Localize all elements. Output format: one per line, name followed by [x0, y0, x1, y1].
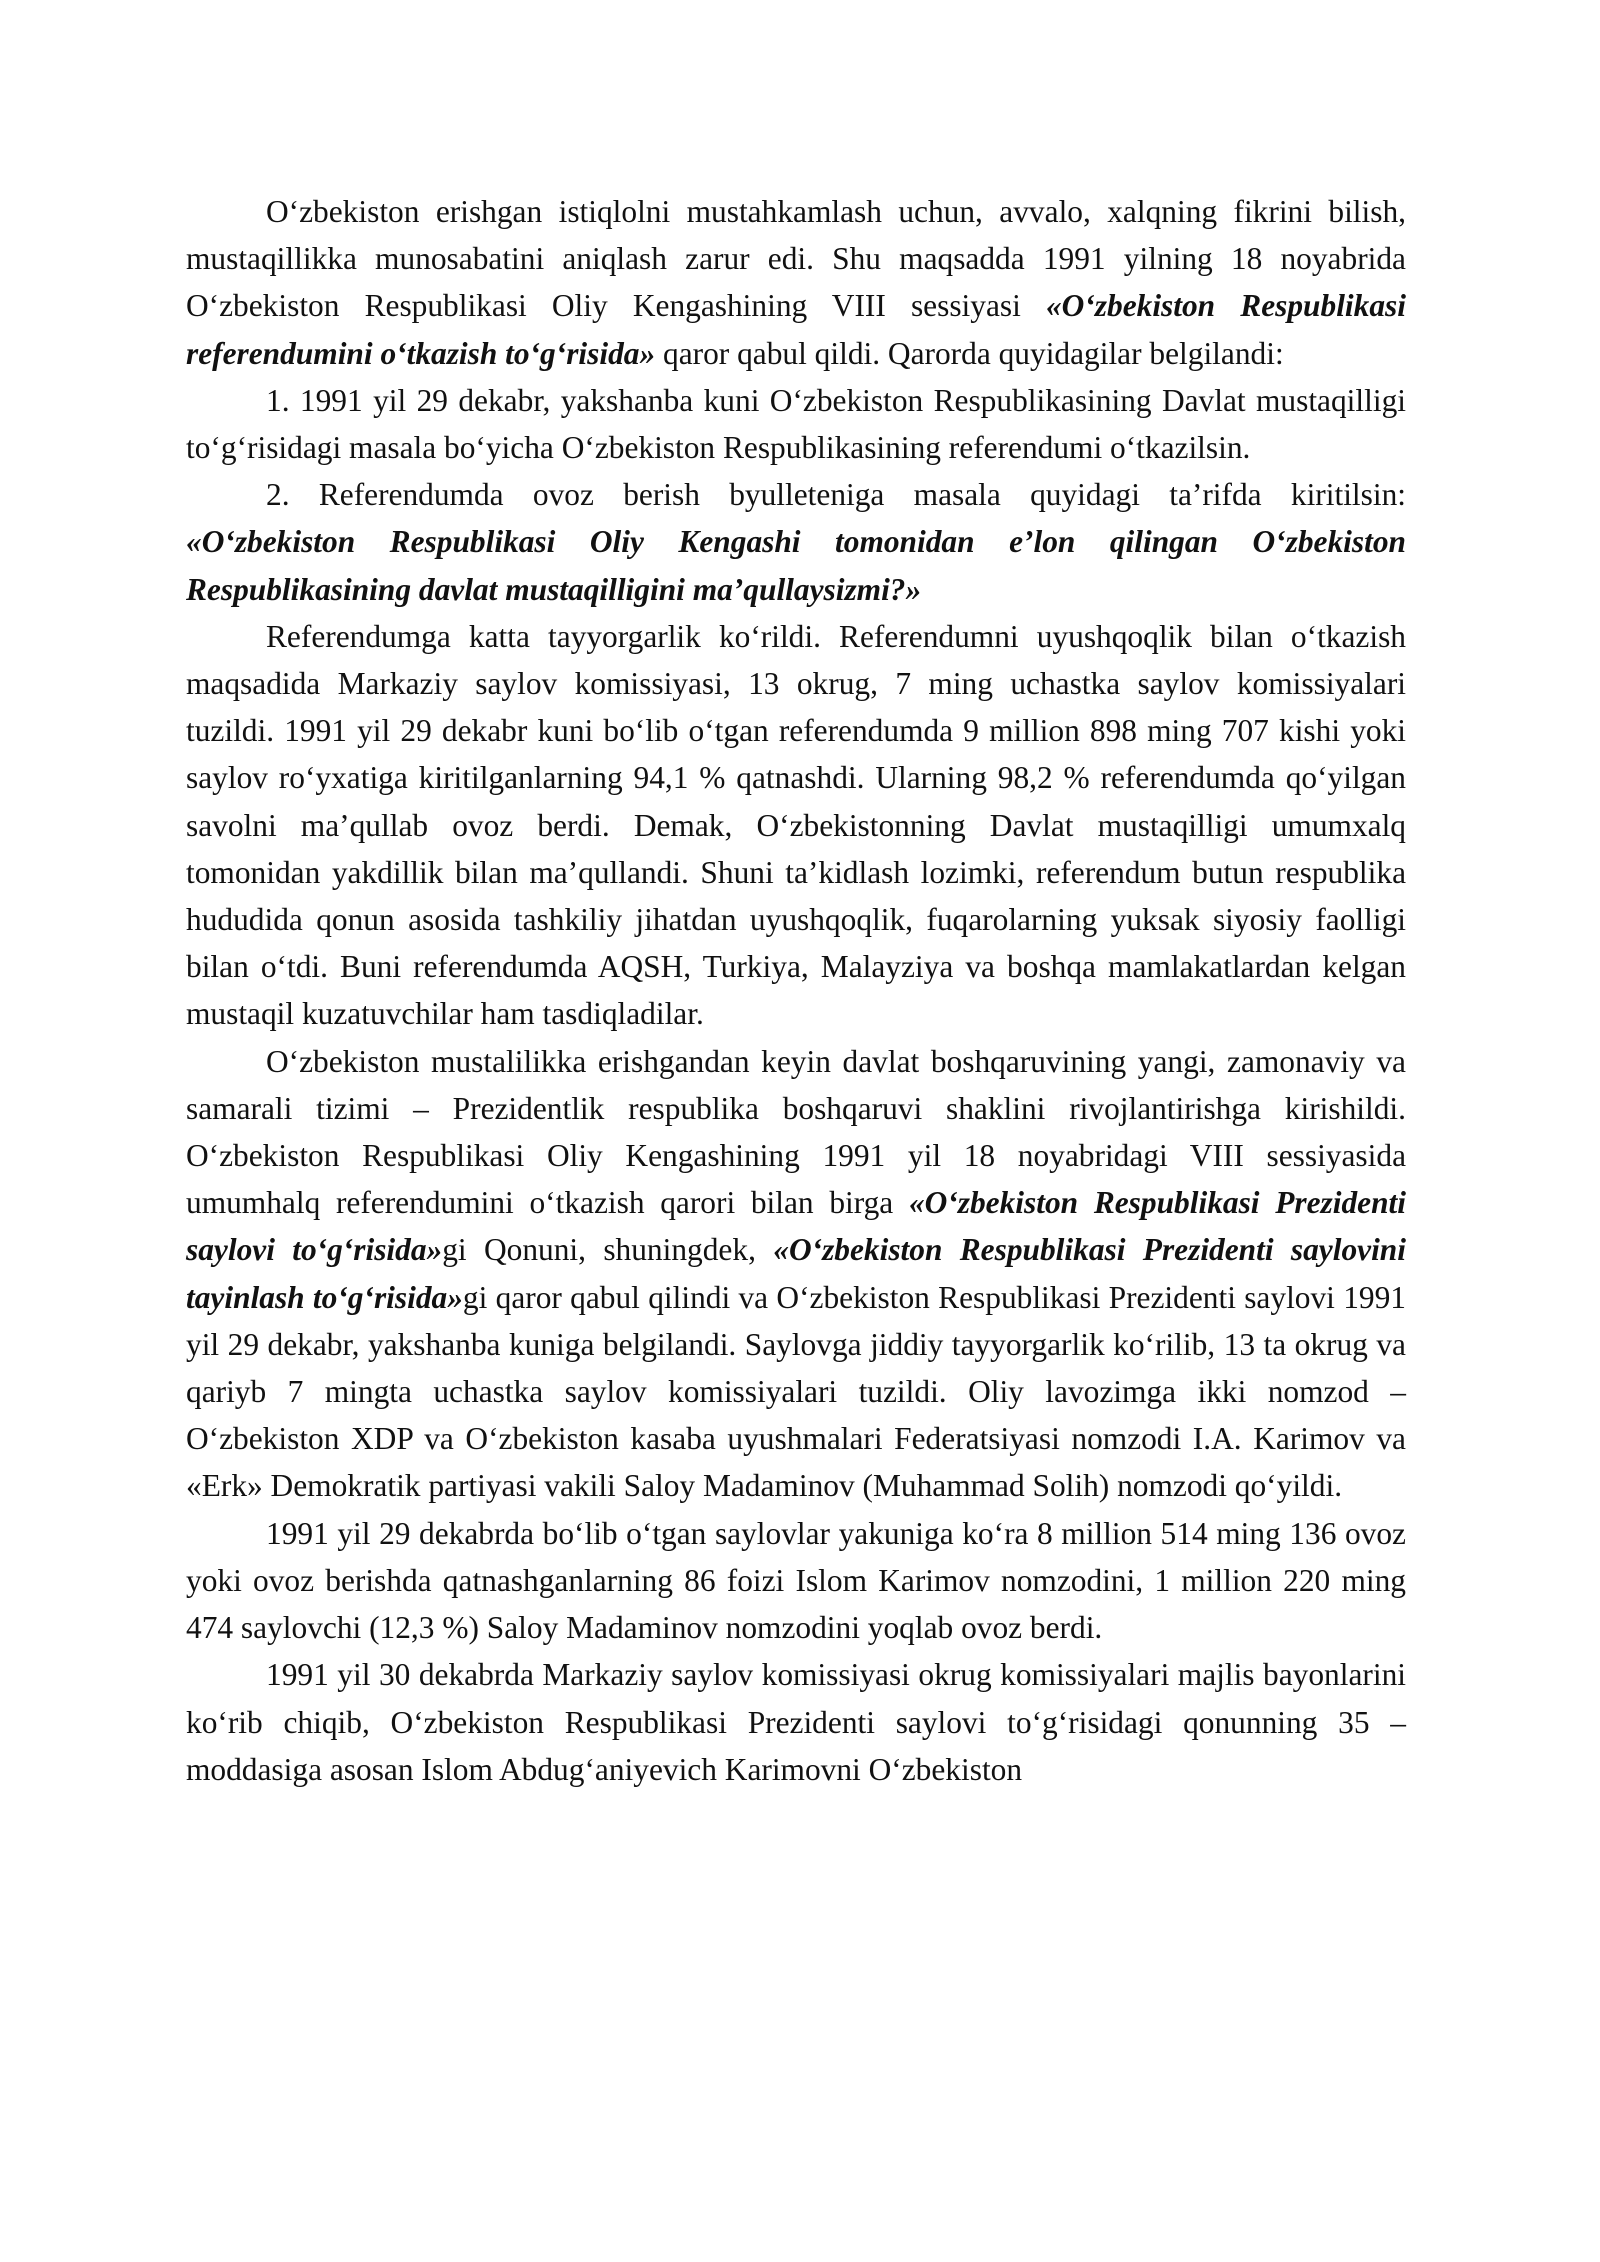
ballot-question: «O‘zbekiston Respublikasi Oliy Kengashi tomonidan e’lon qilingan O‘zbekiston Respublikasining davlat mustaqilligini ma’qullaysizmi?»: [186, 524, 1406, 607]
paragraph-text: O‘zbekiston erishgan istiqlolni mustahkamlash uchun, avvalo, xalqning fikrini bilish, mustaqillikka munosabatini aniqlash zarur edi. Shu maqsadda 1991 yilning 18 noyabrida O‘zbekiston Respublikasi Oliy Kengashining VIII sessiyasi: [186, 194, 1406, 324]
paragraph-referendum-results: Referendumga katta tayyorgarlik ko‘rildi. Referendumni uyushqoqlik bilan o‘tkazish maqsadida Markaziy saylov komissiyasi, 13 okrug, 7 ming uchastka saylov komissiyalari tuzildi. 1991 yil 29 dekabr kuni bo‘lib o‘tgan referendumda 9 million 898 ming 707 kishi yoki saylov ro‘yxatiga kiritilganlarning 94,1 % qatnashdi. Ularning 98,2 % referendumda qo‘yilgan savolni ma’qullab ovoz berdi. Demak, O‘zbekistonning Davlat mustaqilligi umumxalq tomonidan yakdillik bilan ma’qullandi. Shuni ta’kidlash lozimki, referendum butun respublika hududida qonun asosida tashkiliy jihatdan uyushqoqlik, fuqarolarning yuksak siyosiy faolligi bilan o‘tdi. Buni referendumda AQSH, Turkiya, Malayziya va boshqa mamlakatlardan kelgan mustaqil kuzatuvchilar ham tasdiqladilar.: [186, 618, 1406, 1032]
law-title: «O‘zbekiston Respublikasi Prezidenti saylovi to‘g‘risida»: [186, 1185, 1407, 1268]
paragraph-text: gi qaror qabul qilindi va O‘zbekiston Respublikasi Prezidenti saylovi 1991 yil 29 dekabr, yakshanba kuniga belgilandi. Saylovga jiddiy tayyorgarlik ko‘rilib, 13 ta okrug va qariyb 7 mingta uchastka saylov komissiyalari tuzildi. Oliy lavozimga ikki nomzod – O‘zbekiston XDP va O‘zbekiston kasaba uyushmalari Federatsiyasi nomzodi I.A. Karimov va «Erk» Demokratik partiyasi vakili Saloy Madaminov (Muhammad Solih) nomzodi qo‘yildi.: [186, 1279, 1406, 1504]
paragraph-text: gi Qonuni, shuningdek,: [442, 1232, 774, 1268]
list-item-text: 2. Referendumda ovoz berish byulleteniga masala quyidagi ta’rifda kiritilsin:: [266, 477, 1406, 513]
resolution-title: «O‘zbekiston Respublikasi Prezidenti saylovini tayinlash to‘g‘risida»: [186, 1232, 1406, 1315]
list-item-2: [186, 471, 1406, 613]
paragraph-text: O‘zbekiston mustalilikka erishgandan keyin davlat boshqaruvining yangi, zamonaviy va samarali tizimi – Prezidentlik respublika boshqaruvi shaklini rivojlantirishga kirishildi. O‘zbekiston Respublikasi Oliy Kengashining 1991 yil 18 noyabridagi VIII sessiyasida umumhalq referendumini o‘tkazish qarori bilan birga: [186, 1043, 1406, 1221]
paragraph-election-results: 1991 yil 29 dekabrda bo‘lib o‘tgan saylovlar yakuniga ko‘ra 8 million 514 ming 136 ovoz yoki ovoz berishda qatnashganlarning 86 foizi Islom Karimov nomzodini, 1 million 220 ming 474 saylovchi (12,3 %) Saloy Madaminov nomzodini yoqlab ovoz berdi.: [186, 1515, 1406, 1646]
list-item-1: 1. 1991 yil 29 dekabr, yakshanba kuni O‘zbekiston Respublikasining Davlat mustaqilligi to‘g‘risidagi masala bo‘yicha O‘zbekiston Respublikasining referendumi o‘tkazilsin.: [186, 382, 1406, 466]
resolution-title: «O‘zbekiston Respublikasi referendumini o‘tkazish to‘g‘risida»: [186, 288, 1406, 371]
paragraph-commission: 1991 yil 30 dekabrda Markaziy saylov komissiyasi okrug komissiyalari majlis bayonlarini ko‘rib chiqib, O‘zbekiston Respublikasi Prezidenti saylovi to‘g‘risidagi qonunning 35 – moddasiga asosan Islom Abdug‘aniyevich Karimovni O‘zbekiston: [186, 1657, 1406, 1787]
paragraph-referendum-intro: [186, 188, 1406, 377]
document-page: [186, 188, 1406, 1793]
paragraph-text: qaror qabul qildi. Qarorda quyidagilar belgilandi:: [655, 335, 1284, 371]
paragraph-presidential-system: [186, 1038, 1406, 1510]
